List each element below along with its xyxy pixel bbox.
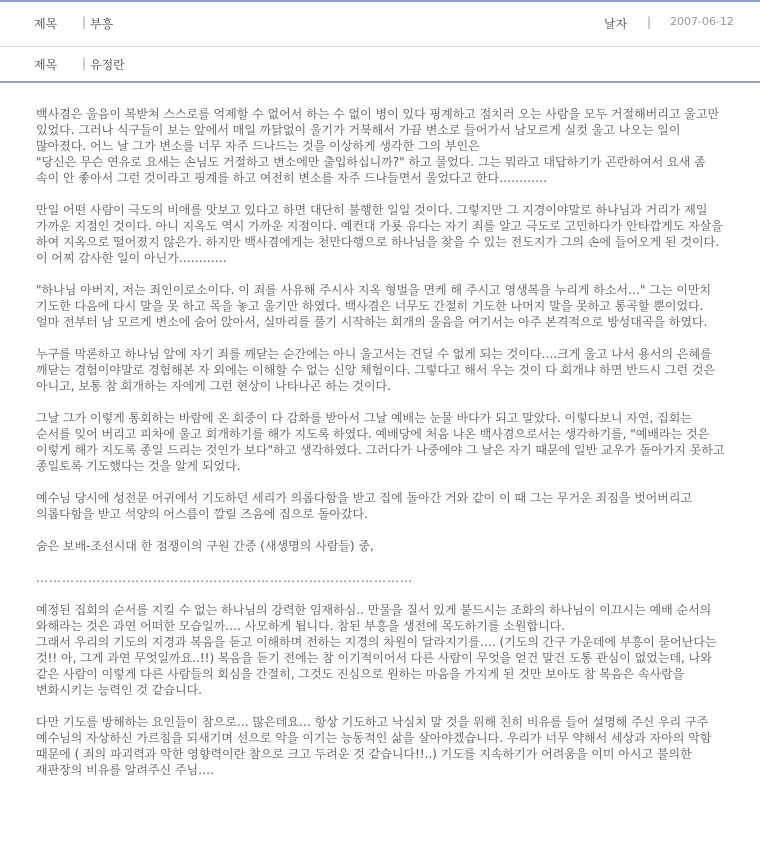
post-body [36,106,726,794]
paragraph: 예정된 집회의 순서를 지킬 수 없는 하나님의 강력한 임재하심.. 만물을 질서 있게 붙드시는 조화의 하나님이 이끄시는 예배 순서의 와해라는 것은 과연 어떠한 모습일까…. 사모하게 됩니다. 참된 부흥을 생전에 목도하기를 소원합니다. 그래서 우리의 기도의 지경과 복음을 듣고 이해하며 전하는 지경의 차원이 달라지기를…. (기도의 간구 가운데에 부흥이 묻어난다는 것!! 아, 그게 과연 무엇일까요..!!) 복음을 듣기 전에는 참 이기적이어서 다른 사람이 무엇을 얻건 말건 도통 관심이 없었는데, 나와 같은 사람이 이렇게 다른 사람들의 회심을 간절히, 그것도 진심으로 원하는 마음을 가지게 된 것만 보아도 참 복음은 속사람을 변화시키는 능력인 것 같습니다. [36,603,717,697]
author-separator: | [82,56,87,70]
post-header [0,0,760,83]
dotted-divider: …………………………………………………………………………… [36,571,413,585]
author-value: 유정란 [90,58,125,72]
date-separator: | [647,15,652,29]
title-separator: | [82,15,87,29]
paragraph: 만일 어떤 사람이 극도의 비애를 맛보고 있다고 하면 대단히 불행한 일일 것이다. 그렇지만 그 지경이야말로 하나님과 거리가 제일 가까운 지점인 것이다. 아니 지옥도 역시 가까운 지점이다. 예컨대 가룟 유다는 자기 죄를 알고 극도로 고민하다가 안타깝게도 자살을 하여 지옥으로 떨어졌지 않은가. 하지만 백사겸에게는 천만다행으로 하나님을 찾을 수 있는 전도지가 그의 손에 들어오게 된 것이다. 이 어찌 감사한 일이 아닌가………… [36,203,723,265]
paragraph: 그날 그가 이렇게 통회하는 바람에 온 회중이 다 감화를 받아서 그날 예배는 눈물 바다가 되고 말았다. 이렇다보니 자연, 집회는 순서를 잊어 버리고 피차에 울고 회개하기를 해가 지도록 하였다. 예배당에 처음 나온 백사겸으로서는 생각하기를, "예배라는 것은 이렇게 해가 지도록 종일 드리는 것인가 보다"하고 생각하였다. 그러다가 나중에야 그 날은 자기 때문에 일반 교우가 돌아가지 못하고 종일토록 기도했다는 것을 알게 되었다. [36,411,725,473]
date-label: 날자 [604,17,628,31]
paragraph: 누구를 막론하고 하나님 앞에 자기 죄를 깨닫는 순간에는 아니 울고서는 견딜 수 없게 되는 것이다….크게 울고 나서 용서의 은혜를 깨닫는 경험이야말로 경험해본 자 외에는 이해할 수 없는 신앙 체험이다. 그렇다고 해서 우는 것이 다 회개냐 하면 반드시 그런 것은 아니고, 보통 참 회개하는 자에게 그런 현상이 나타나곤 하는 것이다. [36,347,716,393]
paragraph: "하나님 아버지, 저는 죄인이로소이다. 이 죄를 사유해 주시사 지옥 형벌을 면케 해 주시고 영생복을 누리게 하소서…" 그는 이만치 기도한 다음에 다시 말을 못 하고 목을 놓고 울기만 하였다. 백사겸은 너무도 간절히 기도한 나머지 말을 못하고 통곡할 뿐이었다. 얼마 전부터 남 모르게 변소에 숨어 앉아서, 실마리를 풀기 시작하는 회개의 울음을 여기서는 아주 본격적으로 방성대곡을 하였다. [36,283,712,329]
title-value: 부흥 [90,17,114,31]
paragraph: 백사겸은 울음이 복받쳐 스스로를 억제할 수 없어서 하는 수 없이 병이 있다 핑계하고 점치러 오는 사람을 모두 거절해버리고 울고만 있었다. 그러나 식구들이 보는 앞에서 매일 까닭없이 울기가 거북해서 가끔 변소로 들어가서 남모르게 실컷 울고 나오는 일이 많아졌다. 어느 날 그가 변소를 너무 자주 드나드는 것을 이상하게 생각한 그의 부인은 "당신은 무슨 연유로 요새는 손님도 거절하고 변소에만 출입하십니까?" 하고 물었다. 그는 뭐라고 대답하기가 곤란하여서 요새 좀 속이 안 좋아서 그런 것이라고 핑계를 하고 여전히 변소를 자주 드나들면서 울었다고 한다………… [36,107,720,185]
paragraph: 다만 기도를 방해하는 요인들이 참으로… 많은데요… 항상 기도하고 낙심치 말 것을 위해 친히 비유를 들어 설명해 주신 우리 구주 예수님의 자상하신 가르침을 되새기며 선으로 악을 이기는 능동적인 삶을 살아야겠습니다. 우리가 너무 약해서 세상과 자아의 악함 때문에 ( 죄의 파괴력과 악한 영향력이란 참으로 크고 두려운 것 같습니다!!..) 기도를 지속하기가 어려움을 이미 아시고 불의한 재판장의 비유를 알려주신 주님…. [36,715,712,777]
paragraph: 예수님 당시에 성전문 어귀에서 기도하던 세리가 의롭다함을 받고 집에 돌아간 거와 같이 이 때 그는 무거운 죄짐을 벗어버리고 의롭다함을 받고 석양의 어스름이 깔릴 즈음에 집으로 돌아갔다. [36,491,693,521]
title-label: 제목 [34,17,58,31]
author-row [0,47,760,83]
date-value: 2007-06-12 [670,15,734,28]
source-citation: 숨은 보배-조선시대 한 점쟁이의 구원 간증 (새생명의 사람들) 중, [36,539,374,553]
author-label: 제목 [34,58,58,72]
title-row [0,0,760,47]
